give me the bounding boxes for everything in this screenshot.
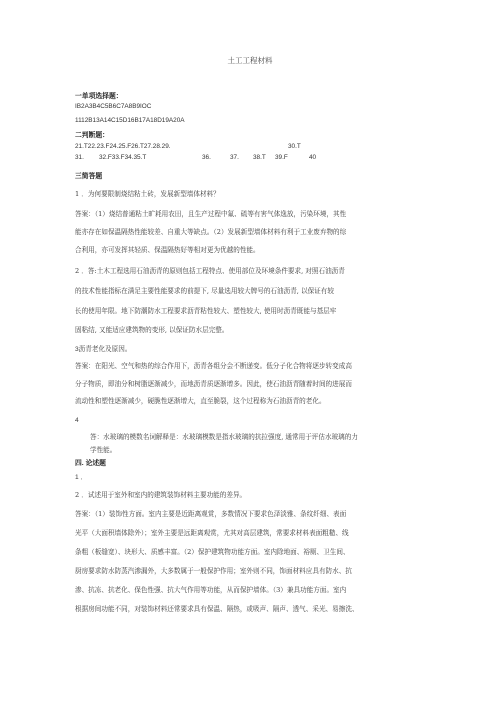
short-answer-heading: 三简答题 — [75, 173, 103, 180]
question-2-line-2: 的技术性能指标在满足主要性能要求的前提下, 尽量选用较大牌号的石油沥青, 以保证有较 — [75, 287, 334, 295]
answer-1-line-1: 答案：（1）烧结普通粘土旷耗用农田，且生产过程中氟、硫等有害气体逸放，污染环境，其性 — [75, 210, 347, 218]
question-3: 3沥青老化及原因。 — [75, 346, 132, 353]
judge-answers-32-35: 32.F33.F34.35.T — [99, 154, 147, 161]
essay-answer-2-line-2: 光平（大面积墙体除外）；室外主要是远距离观赏，尤其对高层建筑，常要求材料表面粗糙、线 — [75, 529, 349, 537]
essay-heading: 四. 论述题 — [75, 460, 106, 467]
essay-answer-2-line-5: 渗、抗冻、抗老化、保色性强、抗大气作用等功能，从而保护墙体。（3）兼具功能方面。室内 — [75, 586, 347, 594]
essay-question-2: 2 ．试述用于室外和室内的建筑装饰材料主要功能的差异。 — [75, 491, 247, 499]
judge-answer-40: 40 — [309, 154, 317, 161]
answer-1-line-2: 能亦存在如保温隔热性能较差、自重大等缺点。（2）发展新型墙体材料有利于工业废弃物的综 — [75, 228, 347, 236]
judge-answer-39: 39.F — [275, 154, 288, 161]
essay-answer-2-line-3: 条粗（板缝宽）、块形大、质感丰富。（2）保护建筑物功能方面。室内除地面、裕厕、卫生间、 — [75, 548, 350, 556]
essay-answer-2-line-6: 根据房间功能不同，对装饰材料还常要求具有保温、隔热，或吸声、隔声、透气、采光、易擦洗、 — [75, 605, 359, 613]
answer-1-line-3: 合利用，亦可发挥其轻质、保温隔热好等相对更为优越的性能。 — [75, 246, 260, 254]
single-choice-answers-1: IB2A3B4C5B6C7A8B9IOC — [75, 103, 152, 110]
question-1: 1 ．为何要限制烧结粘土砖，发展新型墙体材料？ — [75, 190, 220, 198]
answer-4-line-2: 学性能。 — [90, 446, 117, 454]
judge-answer-30: 30.T — [288, 143, 301, 150]
single-choice-heading: 一单项选择题： — [75, 93, 123, 100]
single-choice-answers-2: 1112B13A14C15D16B17A18D19A20A — [75, 117, 185, 124]
question-2-line-1: 2 ．答:土木工程选用石油沥青的原则包括工程特点、使用部位及环境条件要求, 对照石油沥青 — [75, 267, 345, 275]
document-title: 土工工程材料 — [227, 56, 273, 65]
answer-4-line-1: 答：水玻璃的模数名词解释是：水玻璃模数是指水玻璃的抗拉强度, 通常用于评估水玻璃的力 — [90, 433, 358, 441]
answer-3-line-3: 流动性和塑性逐渐减少，硬脆性逐渐增大，直至脆裂，这个过程称为石油沥青的老化。 — [75, 397, 326, 405]
judge-answer-31: 31. — [75, 154, 84, 161]
judge-answers-21-29: 21.T22.23.F24.25.F26.T27.28.29. — [75, 143, 171, 150]
answer-3-line-2: 分子物质，即油分和树脂逐渐减少，而地沥青质逐渐增多。因此，使石油沥青随着时间的进展而 — [75, 380, 352, 388]
question-4: 4 — [75, 417, 79, 424]
judge-answer-37: 37. — [230, 154, 239, 161]
answer-3-line-1: 答案：在阳光、空气和热的综合作用下，沥青各组分会不断递变。低分子化合物将逐步转变成高 — [75, 362, 352, 370]
question-2-line-3: 长的使用年限。地下防潮防水工程要求沥青粘性较大、塑性较大, 使用时沥青既能与基层牢 — [75, 307, 337, 315]
judge-heading: 二判断题： — [75, 132, 109, 139]
question-2-line-4: 固粘结, 又能适应建筑物的变形, 以保证防水层完整。 — [75, 326, 229, 334]
essay-question-1: 1 ． — [75, 474, 88, 481]
judge-answer-38: 38.T — [253, 154, 266, 161]
essay-answer-2-line-4: 厨房要求防水防蒸汽渗漏外，大多数属于一般保护作用；室外则不同，饰面材料应具有防水、抗 — [75, 567, 352, 575]
judge-answer-36: 36. — [202, 154, 211, 161]
essay-answer-2-line-1: 答案：（1）装饰性方面。室内主要是近距离观赏，多数情况下要求色泽淡雅、条纹纤细、表面 — [75, 510, 347, 518]
